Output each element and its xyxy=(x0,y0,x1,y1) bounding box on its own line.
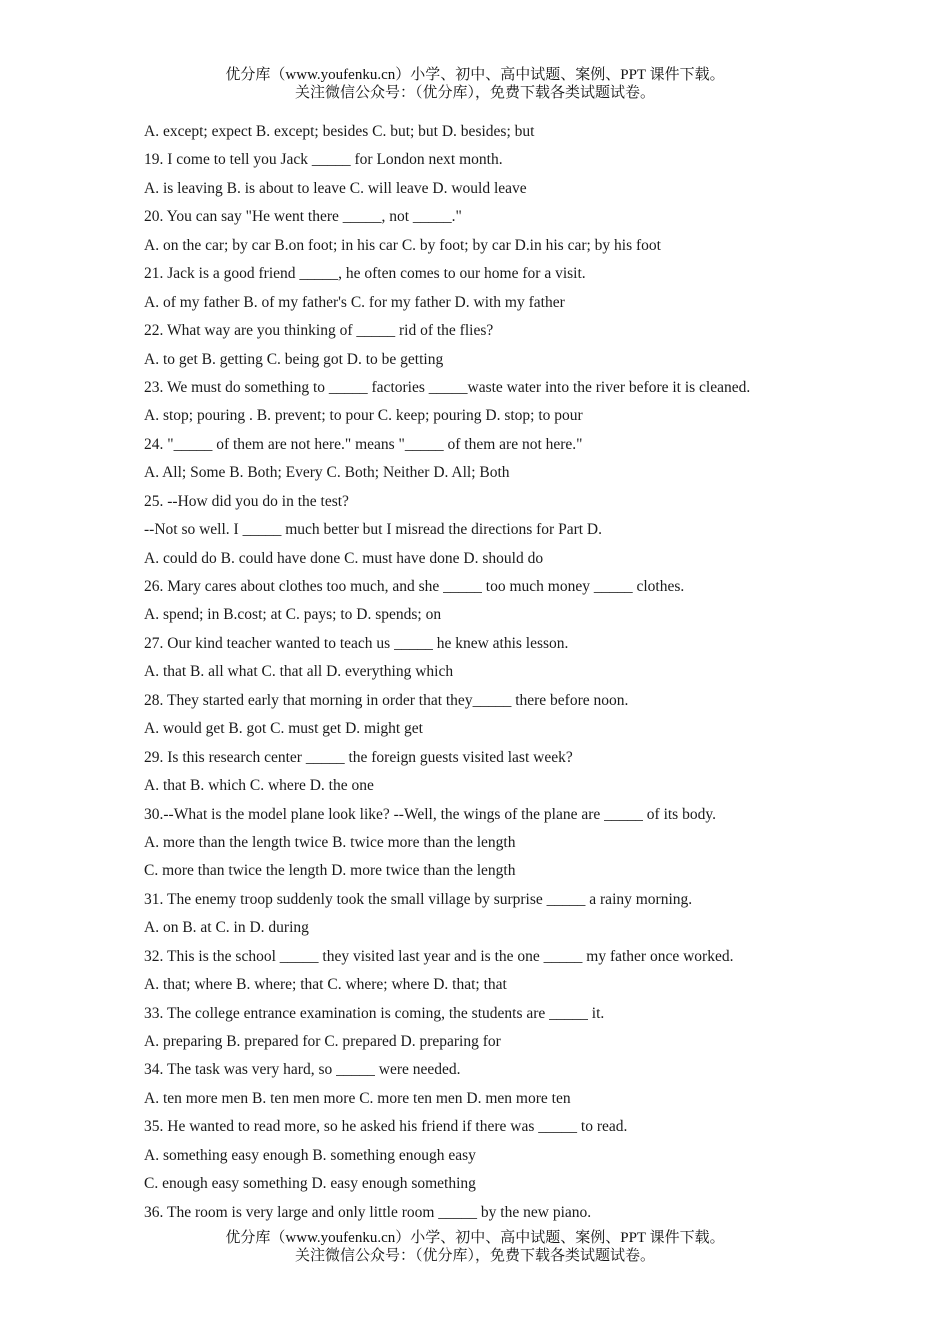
question-line: 23. We must do something to _____ factories _____waste water into the river before it is cleaned. xyxy=(144,378,751,396)
options-line: C. more than twice the length D. more twice than the length xyxy=(144,862,516,880)
options-line: A. except; expect B. except; besides C. but; but D. besides; but xyxy=(144,123,535,140)
question-line: 19. I come to tell you Jack _____ for London next month. xyxy=(144,151,503,169)
options-line: A. preparing B. prepared for C. prepared D. preparing for xyxy=(144,1033,501,1050)
options-line: A. on the car; by car B.on foot; in his car C. by foot; by car D.in his car; by his foot xyxy=(144,236,661,254)
question-line: 30.--What is the model plane look like? --Well, the wings of the plane are _____ of its body. xyxy=(144,805,716,823)
options-line: A. could do B. could have done C. must have done D. should do xyxy=(144,549,544,567)
question-line: 28. They started early that morning in order that they_____ there before noon. xyxy=(144,691,629,709)
question-line: 22. What way are you thinking of _____ rid of the flies? xyxy=(144,322,494,340)
question-line: 32. This is the school _____ they visited last year and is the one _____ my father once worked. xyxy=(144,947,734,965)
options-line: A. to get B. getting C. being got D. to be getting xyxy=(144,350,444,368)
question-line: 31. The enemy troop suddenly took the small village by surprise _____ a rainy morning. xyxy=(144,890,693,908)
question-line: 24. "_____ of them are not here." means "_____ of them are not here." xyxy=(144,435,583,453)
options-line: C. enough easy something D. easy enough something xyxy=(144,1175,476,1193)
question-line: 33. The college entrance examination is coming, the students are _____ it. xyxy=(144,1004,605,1022)
question-line: 34. The task was very hard, so _____ were needed. xyxy=(144,1061,461,1079)
options-line: A. on B. at C. in D. during xyxy=(144,919,309,937)
question-line: 26. Mary cares about clothes too much, and she _____ too much money _____ clothes. xyxy=(144,578,685,595)
question-line: 29. Is this research center _____ the foreign guests visited last week? xyxy=(144,748,573,766)
question-line: 20. You can say "He went there _____, not _____." xyxy=(144,208,462,226)
question-line: 21. Jack is a good friend _____, he often comes to our home for a visit. xyxy=(144,265,586,283)
options-line: A. that B. all what C. that all D. everything which xyxy=(144,663,454,681)
options-line: A. ten more men B. ten men more C. more ten men D. men more ten xyxy=(144,1089,571,1107)
document-body xyxy=(144,118,834,1227)
header-line-2: 关注微信公众号：（优分库），免费下载各类试题试卷。 xyxy=(294,85,655,101)
options-line: A. stop; pouring . B. prevent; to pour C. keep; pouring D. stop; to pour xyxy=(144,407,583,425)
options-line: A. more than the length twice B. twice more than the length xyxy=(144,833,516,851)
page-footer xyxy=(0,1229,950,1265)
question-line: 35. He wanted to read more, so he asked his friend if there was _____ to read. xyxy=(144,1118,628,1136)
question-line: --Not so well. I _____ much better but I misread the directions for Part D. xyxy=(144,521,602,539)
options-line: A. would get B. got C. must get D. might get xyxy=(144,720,423,738)
options-line: A. spend; in B.cost; at C. pays; to D. spends; on xyxy=(144,606,442,624)
options-line: A. is leaving B. is about to leave C. will leave D. would leave xyxy=(144,179,527,197)
page-header xyxy=(0,66,950,102)
footer-line-2: 关注微信公众号：（优分库），免费下载各类试题试卷。 xyxy=(294,1248,655,1264)
options-line: A. something easy enough B. something enough easy xyxy=(144,1146,476,1164)
question-line: 36. The room is very large and only little room _____ by the new piano. xyxy=(144,1203,592,1221)
options-line: A. that B. which C. where D. the one xyxy=(144,777,374,795)
options-line: A. that; where B. where; that C. where; where D. that; that xyxy=(144,976,507,994)
question-line: 25. --How did you do in the test? xyxy=(144,492,349,510)
options-line: A. All; Some B. Both; Every C. Both; Neither D. All; Both xyxy=(144,464,510,482)
options-line: A. of my father B. of my father's C. for my father D. with my father xyxy=(144,293,565,311)
question-line: 27. Our kind teacher wanted to teach us _____ he knew athis lesson. xyxy=(144,634,569,652)
footer-line-1: 优分库（www.youfenku.cn）小学、初中、高中试题、案例、PPT 课件下载。 xyxy=(225,1230,725,1246)
header-line-1: 优分库（www.youfenku.cn）小学、初中、高中试题、案例、PPT 课件下载。 xyxy=(225,67,725,83)
